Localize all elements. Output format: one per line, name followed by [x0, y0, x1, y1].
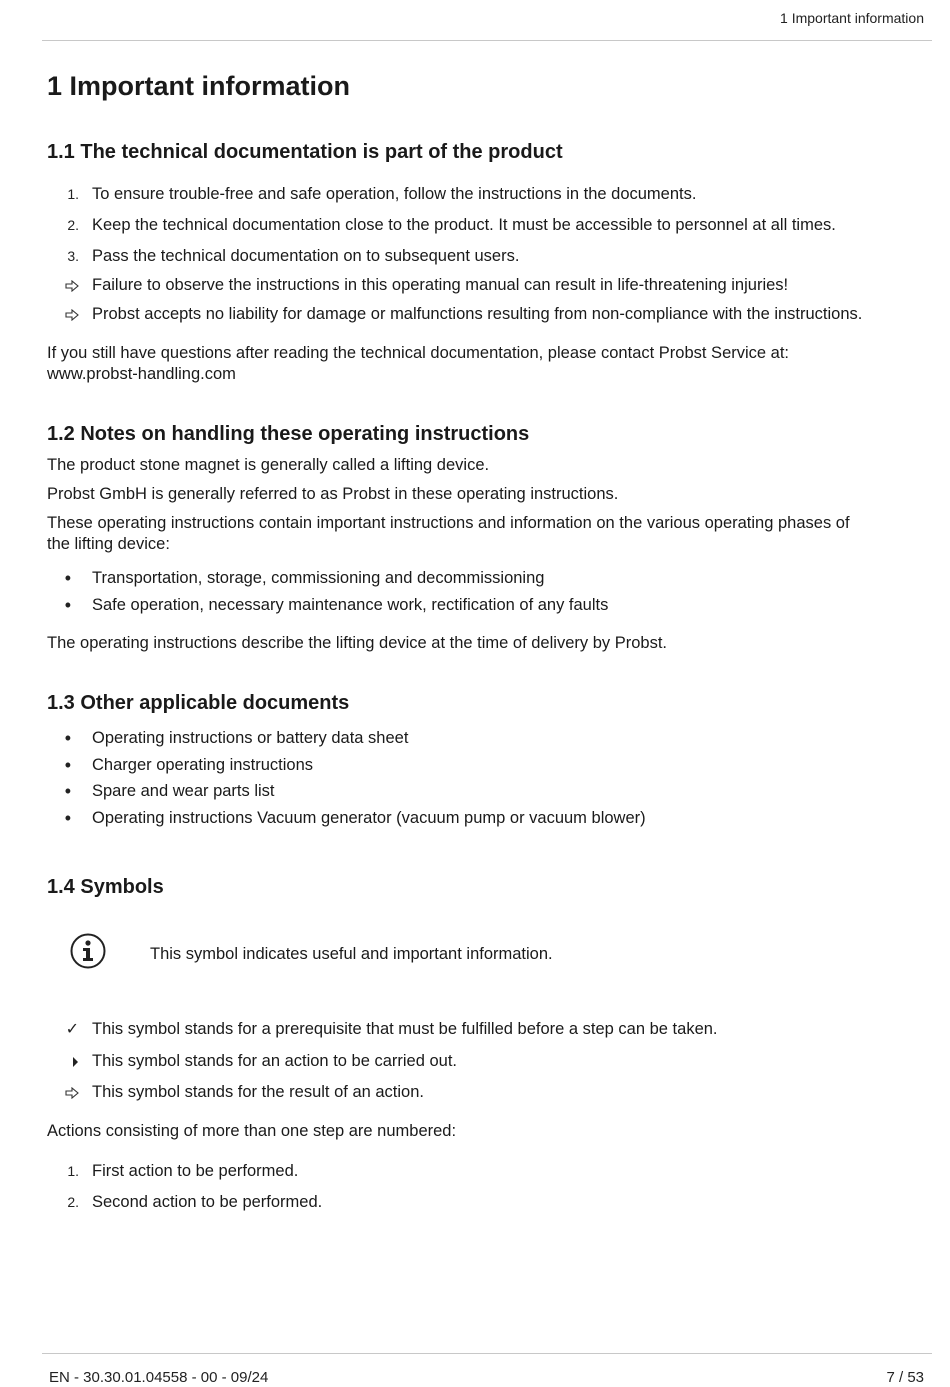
symbol-description: This symbol stands for an action to be carried out.: [92, 1052, 458, 1070]
bullet-icon: •: [64, 728, 71, 748]
triangle-right-icon: [47, 1051, 79, 1074]
step-text: To ensure trouble-free and safe operation, follow the instructions in the documents.: [92, 185, 697, 203]
arrow-right-icon: [47, 275, 79, 298]
contact-url: www.probst-handling.com: [47, 365, 236, 383]
step-text: Keep the technical documentation close to the product. It must be accessible to personnel at all times.: [92, 216, 836, 234]
bullet-icon: •: [64, 568, 71, 588]
step-number: 2.: [67, 1194, 79, 1210]
bullet-icon: •: [64, 808, 71, 828]
result-text: Failure to observe the instructions in this operating manual can result in life-threatening injuries!: [92, 276, 789, 294]
info-circle-icon: [70, 933, 106, 969]
paragraph: Probst GmbH is generally referred to as Probst in these operating instructions.: [47, 485, 619, 503]
running-header: 1 Important information: [780, 10, 924, 26]
step-text: First action to be performed.: [92, 1162, 299, 1180]
bullet-icon: •: [64, 781, 71, 801]
page-number: 7 / 53: [886, 1369, 924, 1386]
header-divider: [42, 40, 932, 41]
bullet-text: Transportation, storage, commissioning and decommissioning: [92, 569, 545, 587]
section-heading-1-4: 1.4 Symbols: [47, 876, 164, 898]
bullet-icon: •: [64, 595, 71, 615]
result-text: Probst accepts no liability for damage or malfunctions resulting from non-compliance with the instructions.: [92, 305, 863, 323]
paragraph: The product stone magnet is generally called a lifting device.: [47, 456, 490, 474]
bullet-icon: •: [64, 755, 71, 775]
bullet-text: Charger operating instructions: [92, 756, 314, 774]
bullet-text: Spare and wear parts list: [92, 782, 275, 800]
section-heading-1-3: 1.3 Other applicable documents: [47, 692, 350, 714]
bullet-text: Operating instructions or battery data sheet: [92, 729, 409, 747]
step-text: Second action to be performed.: [92, 1193, 323, 1211]
paragraph-line: the lifting device:: [47, 535, 170, 553]
step-number: 3.: [67, 248, 79, 264]
step-number: 2.: [67, 217, 79, 233]
section-heading-1-2: 1.2 Notes on handling these operating instructions: [47, 423, 530, 445]
arrow-right-icon: [47, 304, 79, 327]
step-number: 1.: [67, 186, 79, 202]
paragraph: Actions consisting of more than one step are numbered:: [47, 1122, 457, 1140]
step-text: Pass the technical documentation on to subsequent users.: [92, 247, 520, 265]
document-code: EN - 30.30.01.04558 - 00 - 09/24: [49, 1369, 269, 1386]
contact-paragraph: [47, 343, 789, 385]
paragraph-line: These operating instructions contain important instructions and information on the various operating phases of: [47, 514, 850, 532]
contact-line: If you still have questions after reading the technical documentation, please contact Probst Service at:: [47, 344, 790, 362]
footer-divider: [42, 1353, 932, 1354]
page-title: 1 Important information: [47, 71, 350, 101]
step-number: 1.: [67, 1163, 79, 1179]
paragraph: [47, 513, 850, 555]
bullet-text: Operating instructions Vacuum generator (vacuum pump or vacuum blower): [92, 809, 646, 827]
check-icon: ✓: [65, 1021, 79, 1038]
info-description: This symbol indicates useful and important information.: [150, 945, 553, 963]
symbol-description: This symbol stands for the result of an action.: [92, 1083, 424, 1101]
bullet-text: Safe operation, necessary maintenance work, rectification of any faults: [92, 596, 609, 614]
arrow-right-icon: [47, 1082, 79, 1105]
paragraph: The operating instructions describe the lifting device at the time of delivery by Probst.: [47, 634, 667, 652]
symbol-description: This symbol stands for a prerequisite that must be fulfilled before a step can be taken.: [92, 1020, 718, 1038]
section-heading-1-1: 1.1 The technical documentation is part of the product: [47, 141, 563, 163]
